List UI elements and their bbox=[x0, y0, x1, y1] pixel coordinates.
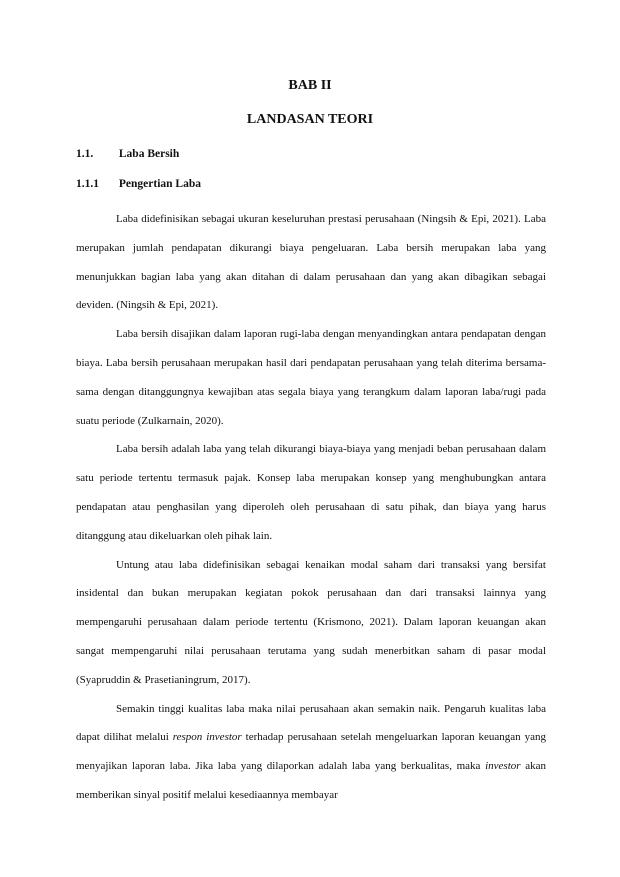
paragraph-5-italic-b: investor bbox=[485, 760, 521, 773]
paragraph-3: Laba bersih adalah laba yang telah dikurangi biaya-biaya yang menjadi beban perusahaan dalam satu periode tertentu termasuk pajak. Konsep laba merupakan konsep yang menghubungkan antara pendapatan atau penghasilan yang diperoleh oleh perusahaan di satu pihak, dan biaya yang harus ditanggung atau dikeluarkan oleh pihak lain. bbox=[76, 443, 546, 542]
chapter-title: LANDASAN TEORI bbox=[246, 112, 374, 127]
section-number: 1.1. bbox=[76, 148, 94, 160]
paragraph-2: Laba bersih disajikan dalam laporan rugi-laba dengan menyandingkan antara pendapatan dengan biaya. Laba bersih perusahaan merupakan hasil dari pendapatan perusahaan yang telah diterima bersama-sama dengan ditanggungnya kewajiban atas segala biaya yang terangkum dalam laporan laba/rugi pada suatu periode (Zulkarnain, 2020). bbox=[76, 328, 546, 427]
chapter-label: BAB II bbox=[288, 78, 332, 93]
paragraph-5-italic-a: respon investor bbox=[172, 731, 242, 744]
paragraph-4: Untung atau laba didefinisikan sebagai kenaikan modal saham dari transaksi yang bersifat insidental dan bukan merupakan kegiatan pokok perusahaan dan dari transaksi lainnya yang mempengaruhi perusahaan dalam periode tertentu (Krismono, 2021). Dalam laporan keuangan akan sangat mempengaruhi nilai perusahaan terutama yang sudah menerbitkan saham di pasar modal (Syapruddin & Prasetianingrum, 2017). bbox=[76, 558, 546, 686]
subsection-number: 1.1.1 bbox=[76, 178, 99, 190]
subsection-heading bbox=[76, 178, 201, 190]
paragraph-1: Laba didefinisikan sebagai ukuran keseluruhan prestasi perusahaan (Ningsih & Epi, 2021). Laba merupakan jumlah pendapatan dikurangi biaya pengeluaran. Laba bersih merupakan laba yang menunjukkan bagian laba yang akan ditahan di dalam perusahaan dan yang akan dibagikan sebagai deviden. (Ningsih & Epi, 2021). bbox=[76, 213, 546, 312]
section-heading bbox=[76, 148, 179, 160]
paragraph-5 bbox=[76, 695, 546, 810]
body-text bbox=[76, 205, 546, 810]
paragraph-5-text-c: akan memberikan sinyal positif melalui kesediaannya membayar bbox=[76, 760, 546, 801]
paragraph-5-text-b: terhadap perusahaan setelah mengeluarkan laporan keuangan yang menyajikan laporan laba. Jika laba yang dilaporkan adalah laba yang berkualitas, maka bbox=[76, 731, 546, 773]
section-title: Laba Bersih bbox=[118, 148, 180, 160]
subsection-title: Pengertian Laba bbox=[118, 178, 201, 190]
paragraph-5-text-a: Semakin tinggi kualitas laba maka nilai perusahaan akan semakin naik. Pengaruh kualitas laba dapat dilihat melalui bbox=[76, 702, 546, 744]
